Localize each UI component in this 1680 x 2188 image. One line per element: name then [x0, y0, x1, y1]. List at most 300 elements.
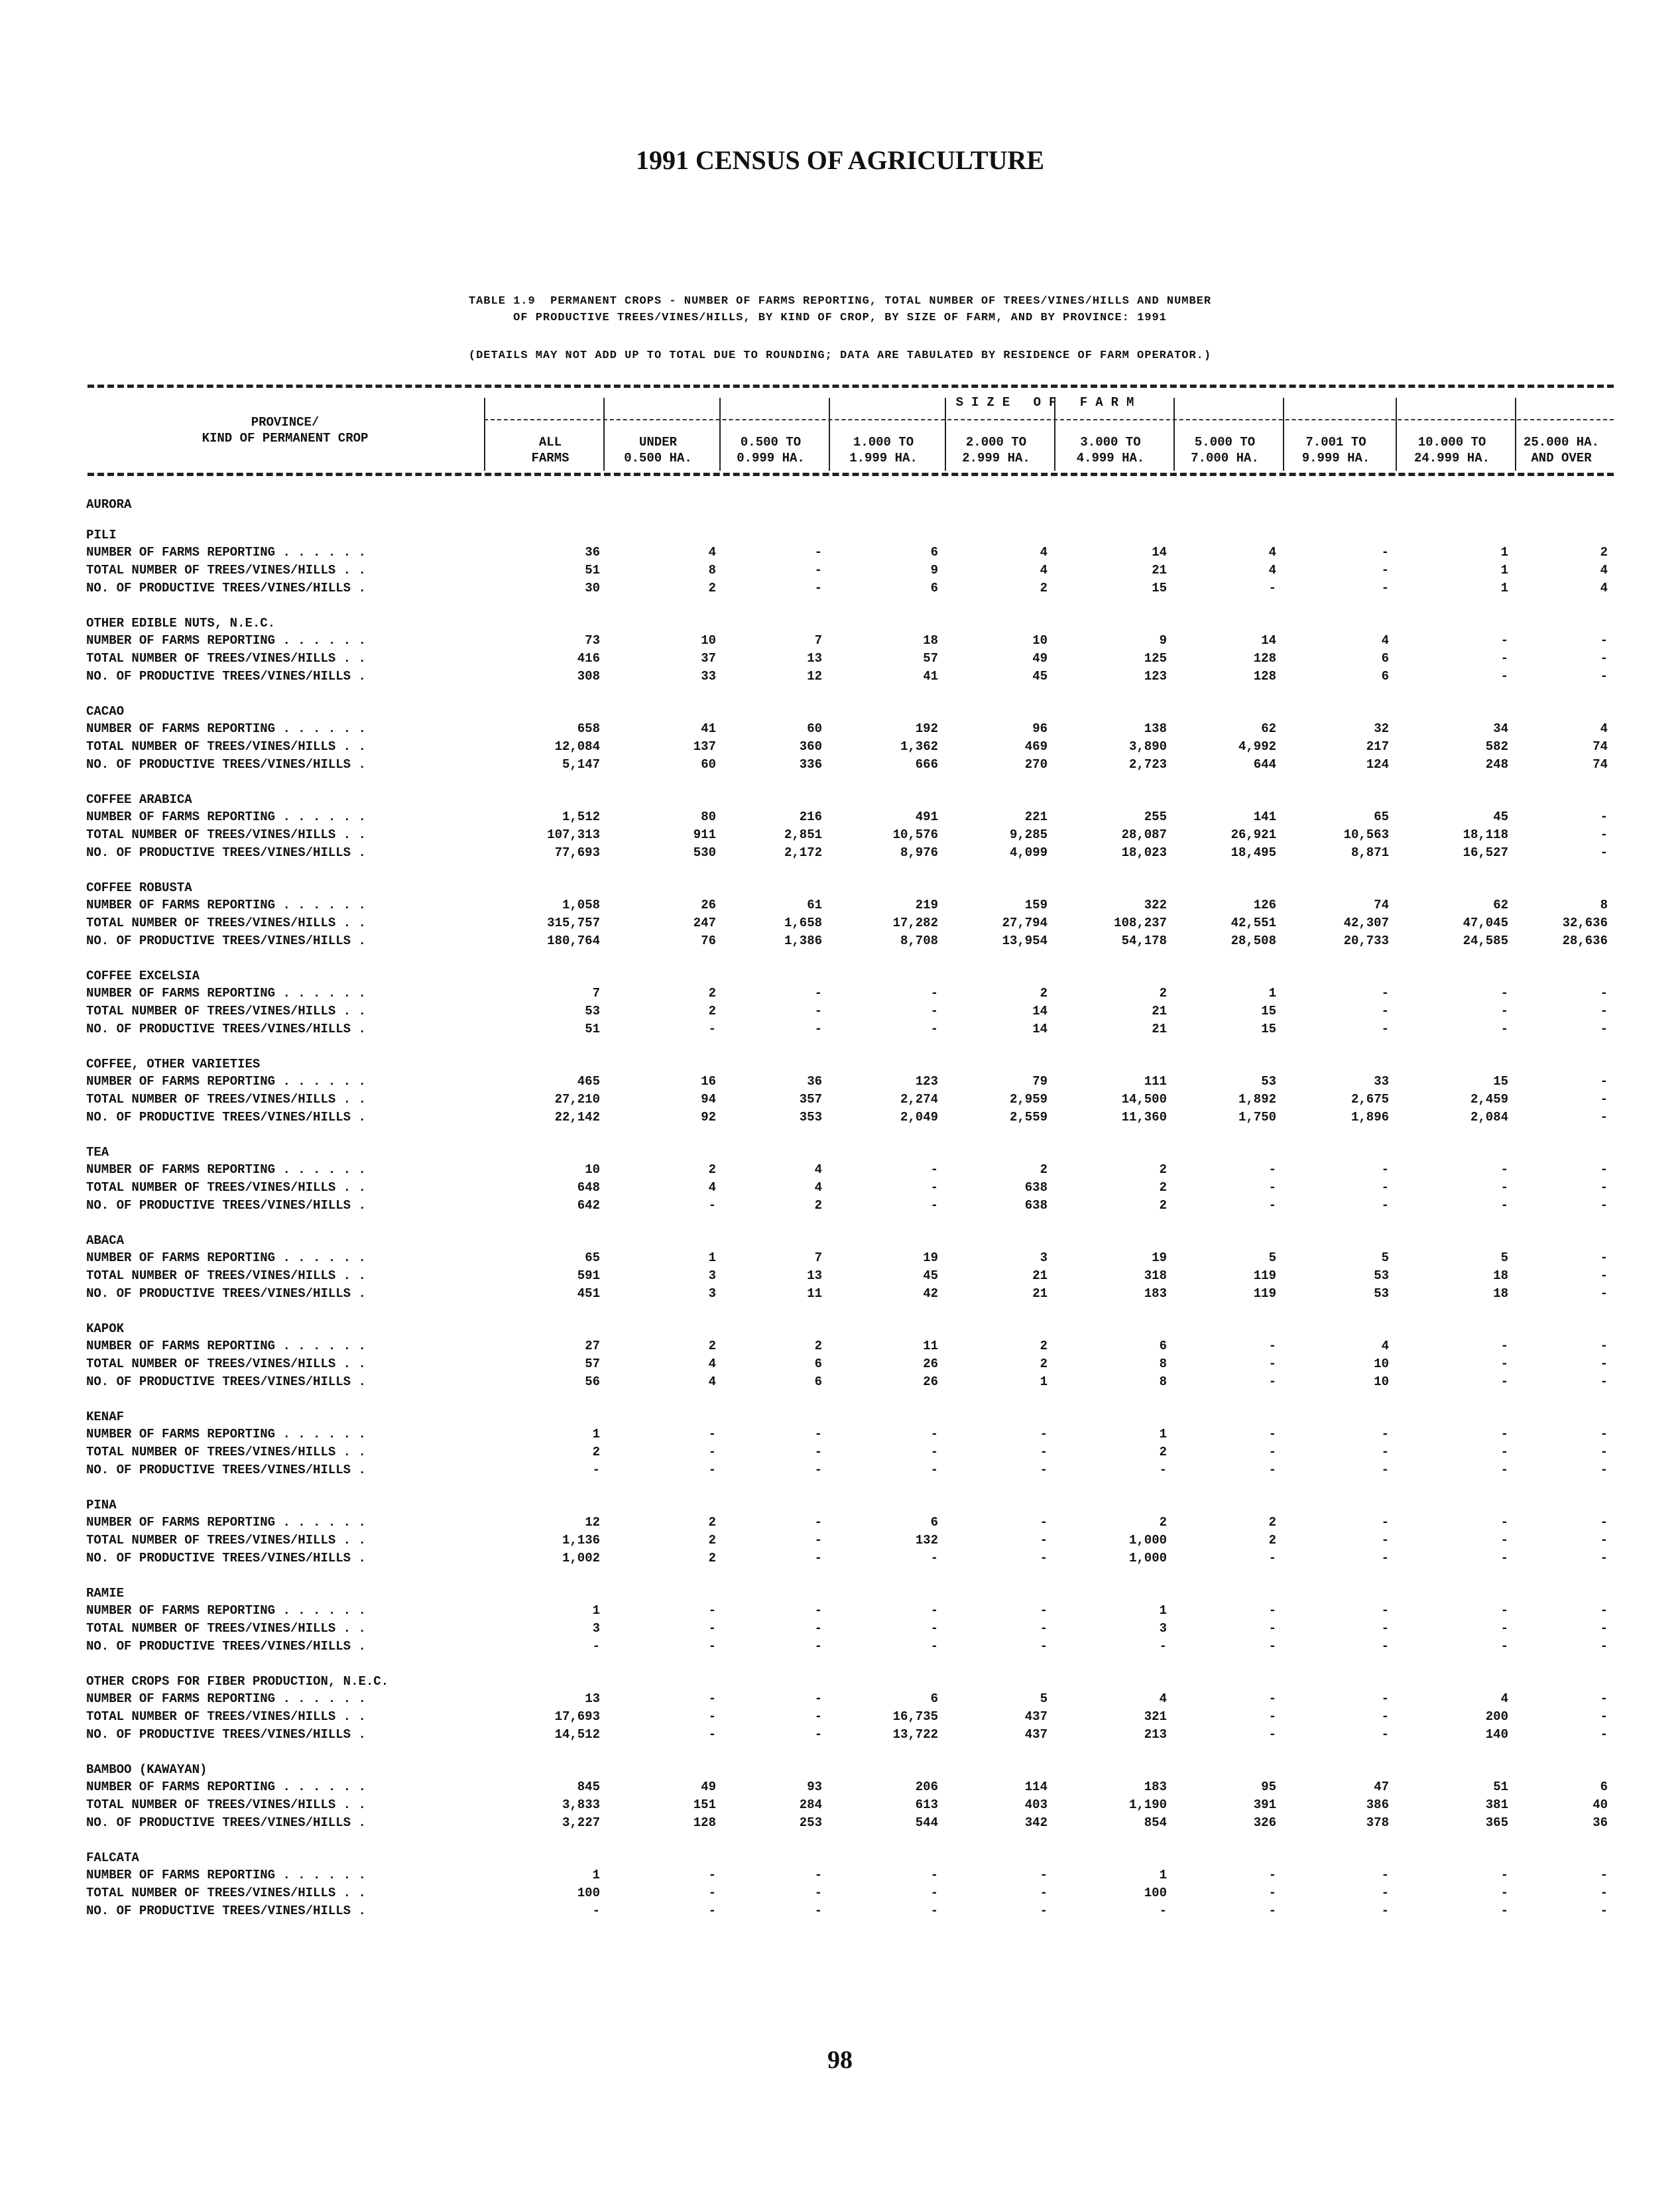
table-cell: 95	[1261, 1780, 1276, 1794]
table-cell: 5	[1500, 1250, 1508, 1265]
table-cell: 5	[1268, 1250, 1276, 1265]
table-cell: 217	[1366, 739, 1389, 754]
table-cell: -	[814, 1551, 822, 1565]
table-cell: -	[1600, 1162, 1608, 1177]
table-cell: 151	[693, 1797, 716, 1812]
row-label: TOTAL NUMBER OF TREES/VINES/HILLS . .	[86, 1180, 366, 1195]
row-label: NO. OF PRODUCTIVE TREES/VINES/HILLS .	[86, 1022, 366, 1036]
table-cell: -	[1600, 633, 1608, 648]
row-label: NO. OF PRODUCTIVE TREES/VINES/HILLS .	[86, 1815, 366, 1830]
table-cell: -	[1600, 1374, 1608, 1389]
row-label: TOTAL NUMBER OF TREES/VINES/HILLS . .	[86, 1004, 366, 1018]
table-cell: 21	[1152, 1004, 1167, 1018]
table-cell: 6	[1381, 651, 1389, 666]
table-cell: 5	[1040, 1691, 1048, 1706]
table-cell: 100	[1144, 1886, 1167, 1900]
column-divider	[945, 398, 946, 471]
table-cell: 326	[1253, 1815, 1276, 1830]
column-header-line-2: FARMS	[531, 451, 570, 465]
table-row	[86, 1814, 1618, 1832]
table-cell: -	[1040, 1533, 1048, 1548]
table-cell: 1,896	[1350, 1110, 1389, 1124]
column-header	[1283, 434, 1389, 466]
table-cell: -	[930, 1022, 938, 1036]
table-cell: 12	[807, 669, 822, 684]
table-cell: -	[1381, 1551, 1389, 1565]
column-divider	[1515, 398, 1516, 471]
row-label: NUMBER OF FARMS REPORTING . . . . . .	[86, 1691, 366, 1706]
table-cell: 14	[1261, 633, 1276, 648]
column-header-line-1: 10.000 TO	[1417, 435, 1486, 450]
table-cell: -	[1600, 651, 1608, 666]
stub-header-line-2: KIND OF PERMANENT CROP	[202, 431, 369, 446]
table-row	[86, 1778, 1618, 1796]
table-cell: 216	[799, 810, 822, 824]
table-cell: 3,227	[562, 1815, 600, 1830]
table-cell: -	[1268, 1463, 1276, 1477]
table-cell: 100	[577, 1886, 600, 1900]
row-label: NO. OF PRODUCTIVE TREES/VINES/HILLS .	[86, 581, 366, 595]
crop-block	[86, 1144, 1618, 1215]
table-cell: 3	[1040, 1250, 1048, 1265]
table-cell: -	[930, 1004, 938, 1018]
table-cell: 911	[693, 827, 716, 842]
table-cell: -	[708, 1463, 716, 1477]
table-cell: -	[1600, 1286, 1608, 1301]
table-row	[86, 1426, 1618, 1443]
table-cell: 54,178	[1121, 934, 1167, 948]
table-cell: -	[1600, 1268, 1608, 1283]
table-cell: 22,142	[554, 1110, 600, 1124]
table-cell: -	[1268, 1886, 1276, 1900]
row-label: TOTAL NUMBER OF TREES/VINES/HILLS . .	[86, 1886, 366, 1900]
table-cell: 26	[923, 1357, 938, 1371]
table-cell: 270	[1024, 757, 1048, 772]
table-cell: -	[1600, 1110, 1608, 1124]
table-cell: -	[1500, 1621, 1508, 1636]
table-cell: 11,360	[1121, 1110, 1167, 1124]
table-cell: 2	[708, 986, 716, 1001]
table-cell: 119	[1253, 1286, 1276, 1301]
table-cell: -	[1500, 1162, 1508, 1177]
table-cell: -	[1268, 1709, 1276, 1724]
table-cell: 9,285	[1009, 827, 1048, 842]
table-cell: 1	[1159, 1868, 1167, 1882]
crop-name: CACAO	[86, 704, 125, 719]
table-cell: -	[592, 1904, 600, 1918]
table-cell: 2,559	[1009, 1110, 1048, 1124]
table-cell: 10	[701, 633, 716, 648]
table-row	[86, 826, 1618, 844]
table-cell: -	[814, 1886, 822, 1900]
table-cell: -	[1600, 1092, 1608, 1107]
table-cell: 4	[708, 1357, 716, 1371]
table-cell: 21	[1152, 563, 1167, 577]
table-cell: 591	[577, 1268, 600, 1283]
table-cell: 465	[577, 1074, 600, 1089]
table-cell: 45	[923, 1268, 938, 1283]
table-cell: 14,500	[1121, 1092, 1167, 1107]
table-cell: 19	[923, 1250, 938, 1265]
table-cell: 1	[1159, 1427, 1167, 1441]
table-cell: -	[814, 1727, 822, 1742]
table-cell: -	[1600, 1886, 1608, 1900]
table-row	[86, 1109, 1618, 1126]
crop-block	[86, 791, 1618, 862]
table-cell: 49	[1032, 651, 1048, 666]
table-cell: 2	[814, 1339, 822, 1353]
table-cell: 138	[1144, 721, 1167, 736]
table-row	[86, 1285, 1618, 1303]
table-cell: 15	[1261, 1022, 1276, 1036]
table-row	[86, 1708, 1618, 1726]
table-caption-line-1: TABLE 1.9 PERMANENT CROPS - NUMBER OF FARMS REPORTING, TOTAL NUMBER OF TREES/VINES/HILLS AND NUMBER	[468, 295, 1212, 308]
column-header-line-1: 1.000 TO	[853, 435, 914, 450]
table-cell: 5	[1381, 1250, 1389, 1265]
table-row	[86, 1726, 1618, 1744]
row-label: NUMBER OF FARMS REPORTING . . . . . .	[86, 1339, 366, 1353]
row-label: NUMBER OF FARMS REPORTING . . . . . .	[86, 1603, 366, 1618]
table-cell: 74	[1592, 757, 1608, 772]
row-label: TOTAL NUMBER OF TREES/VINES/HILLS . .	[86, 739, 366, 754]
table-cell: 2,675	[1350, 1092, 1389, 1107]
table-cell: 47,045	[1463, 916, 1508, 930]
table-cell: 34	[1493, 721, 1508, 736]
crop-name: OTHER EDIBLE NUTS, N.E.C.	[86, 616, 276, 631]
table-cell: 6	[1381, 669, 1389, 684]
table-caption-line-2: OF PRODUCTIVE TREES/VINES/HILLS, BY KIND OF CROP, BY SIZE OF FARM, AND BY PROVINCE: 1991	[513, 312, 1167, 324]
table-cell: -	[1040, 1639, 1048, 1654]
row-label: NO. OF PRODUCTIVE TREES/VINES/HILLS .	[86, 1551, 366, 1565]
table-cell: 19	[1152, 1250, 1167, 1265]
row-label: NO. OF PRODUCTIVE TREES/VINES/HILLS .	[86, 845, 366, 860]
row-label: NO. OF PRODUCTIVE TREES/VINES/HILLS .	[86, 1374, 366, 1389]
row-label: NO. OF PRODUCTIVE TREES/VINES/HILLS .	[86, 934, 366, 948]
table-cell: 3	[708, 1268, 716, 1283]
table-cell: 49	[701, 1780, 716, 1794]
table-cell: 322	[1144, 898, 1167, 912]
table-cell: -	[1500, 1004, 1508, 1018]
table-cell: 18	[1493, 1286, 1508, 1301]
table-cell: -	[814, 1445, 822, 1459]
table-cell: 2	[708, 1515, 716, 1530]
table-cell: 3	[592, 1621, 600, 1636]
table-cell: -	[1381, 1727, 1389, 1742]
table-cell: 1	[1040, 1374, 1048, 1389]
table-cell: 60	[807, 721, 822, 736]
row-label: TOTAL NUMBER OF TREES/VINES/HILLS . .	[86, 651, 366, 666]
table-cell: 2	[1159, 986, 1167, 1001]
table-cell: -	[1381, 1639, 1389, 1654]
column-header	[719, 434, 822, 466]
table-cell: 4	[1040, 545, 1048, 560]
table-cell: -	[930, 1868, 938, 1882]
table-cell: 183	[1144, 1286, 1167, 1301]
row-label: NUMBER OF FARMS REPORTING . . . . . .	[86, 898, 366, 912]
table-cell: 255	[1144, 810, 1167, 824]
table-cell: -	[814, 1709, 822, 1724]
table-cell: 4,099	[1009, 845, 1048, 860]
table-row	[86, 1249, 1618, 1267]
table-cell: -	[1500, 1445, 1508, 1459]
row-label: TOTAL NUMBER OF TREES/VINES/HILLS . .	[86, 1092, 366, 1107]
table-cell: 74	[1592, 739, 1608, 754]
table-cell: 2	[1040, 1162, 1048, 1177]
table-cell: -	[814, 1621, 822, 1636]
column-header-line-1: UNDER	[638, 435, 677, 450]
table-cell: 1	[1500, 563, 1508, 577]
table-cell: 1,386	[784, 934, 822, 948]
table-cell: 1	[592, 1868, 600, 1882]
table-cell: -	[1381, 581, 1389, 595]
table-cell: -	[1268, 1691, 1276, 1706]
table-cell: 4	[1600, 563, 1608, 577]
table-row	[86, 1902, 1618, 1920]
table-cell: 60	[701, 757, 716, 772]
table-cell: 119	[1253, 1268, 1276, 1283]
table-cell: 45	[1493, 810, 1508, 824]
table-cell: 2	[708, 581, 716, 595]
table-cell: -	[930, 1445, 938, 1459]
table-cell: 51	[1493, 1780, 1508, 1794]
table-cell: 642	[577, 1198, 600, 1213]
table-cell: -	[1040, 1551, 1048, 1565]
table-cell: -	[1500, 1198, 1508, 1213]
table-cell: 6	[930, 1691, 938, 1706]
table-cell: 32,636	[1562, 916, 1608, 930]
table-cell: -	[1600, 1533, 1608, 1548]
table-cell: 124	[1366, 757, 1389, 772]
crop-block	[86, 703, 1618, 774]
table-cell: 37	[701, 651, 716, 666]
table-cell: 4	[1381, 633, 1389, 648]
table-cell: 9	[930, 563, 938, 577]
table-cell: -	[1600, 1727, 1608, 1742]
header-top-rule	[88, 385, 1614, 388]
table-cell: -	[1040, 1868, 1048, 1882]
table-cell: 42,307	[1343, 916, 1389, 930]
row-label: NO. OF PRODUCTIVE TREES/VINES/HILLS .	[86, 1110, 366, 1124]
table-cell: -	[930, 1463, 938, 1477]
table-cell: 80	[701, 810, 716, 824]
table-cell: -	[1381, 1886, 1389, 1900]
column-divider	[603, 398, 605, 471]
table-cell: 61	[807, 898, 822, 912]
table-cell: -	[1600, 810, 1608, 824]
table-cell: -	[1600, 1074, 1608, 1089]
table-row	[86, 1884, 1618, 1902]
table-cell: -	[1268, 1427, 1276, 1441]
table-cell: 1,002	[562, 1551, 600, 1565]
table-body	[86, 497, 1618, 1937]
table-cell: 42,551	[1230, 916, 1276, 930]
table-cell: 437	[1024, 1709, 1048, 1724]
table-cell: 21	[1152, 1022, 1167, 1036]
table-cell: 666	[915, 757, 938, 772]
table-cell: 403	[1024, 1797, 1048, 1812]
table-cell: 40	[1592, 1797, 1608, 1812]
table-cell: 6	[930, 545, 938, 560]
table-cell: 41	[923, 669, 938, 684]
table-row	[86, 1091, 1618, 1109]
column-divider	[1054, 398, 1055, 471]
row-label: NO. OF PRODUCTIVE TREES/VINES/HILLS .	[86, 669, 366, 684]
table-cell: 77,693	[554, 845, 600, 860]
table-cell: 18,118	[1463, 827, 1508, 842]
table-cell: 4	[1268, 545, 1276, 560]
table-cell: -	[1600, 1868, 1608, 1882]
table-row	[86, 544, 1618, 562]
table-cell: 200	[1485, 1709, 1508, 1724]
table-cell: 1	[1500, 545, 1508, 560]
table-cell: -	[1040, 1904, 1048, 1918]
table-cell: 30	[585, 581, 600, 595]
table-cell: 128	[693, 1815, 716, 1830]
crop-block	[86, 1849, 1618, 1920]
column-divider	[1173, 398, 1175, 471]
table-cell: 2	[592, 1445, 600, 1459]
table-row	[86, 579, 1618, 597]
table-cell: -	[814, 545, 822, 560]
table-cell: 248	[1485, 757, 1508, 772]
table-cell: 12	[585, 1515, 600, 1530]
table-cell: -	[814, 986, 822, 1001]
table-cell: -	[1268, 1374, 1276, 1389]
table-cell: -	[1500, 1427, 1508, 1441]
table-cell: 3	[1159, 1621, 1167, 1636]
table-cell: 51	[585, 563, 600, 577]
table-cell: -	[1268, 1621, 1276, 1636]
table-cell: -	[1600, 1357, 1608, 1371]
table-cell: -	[1159, 1904, 1167, 1918]
table-cell: 253	[799, 1815, 822, 1830]
table-cell: -	[1600, 1180, 1608, 1195]
table-cell: 6	[930, 581, 938, 595]
table-cell: 79	[1032, 1074, 1048, 1089]
table-cell: 18,023	[1121, 845, 1167, 860]
table-cell: 28,508	[1230, 934, 1276, 948]
table-cell: -	[1600, 1463, 1608, 1477]
table-cell: -	[1381, 986, 1389, 1001]
table-cell: -	[1268, 1162, 1276, 1177]
table-cell: -	[930, 1621, 938, 1636]
row-label: NO. OF PRODUCTIVE TREES/VINES/HILLS .	[86, 757, 366, 772]
crop-name: FALCATA	[86, 1851, 139, 1865]
crop-block	[86, 879, 1618, 950]
table-cell: -	[1040, 1621, 1048, 1636]
table-cell: 582	[1485, 739, 1508, 754]
table-cell: 854	[1144, 1815, 1167, 1830]
column-header-line-2: 1.999 HA.	[849, 451, 918, 465]
table-cell: -	[1500, 1357, 1508, 1371]
table-cell: 845	[577, 1780, 600, 1794]
table-cell: 315,757	[547, 916, 600, 930]
column-header	[1515, 434, 1608, 466]
row-label: NUMBER OF FARMS REPORTING . . . . . .	[86, 1515, 366, 1530]
table-cell: 15	[1152, 581, 1167, 595]
table-cell: 73	[585, 633, 600, 648]
table-cell: 17,282	[892, 916, 938, 930]
table-row	[86, 632, 1618, 650]
column-header	[1054, 434, 1167, 466]
table-cell: -	[1381, 1621, 1389, 1636]
table-cell: -	[1600, 1339, 1608, 1353]
table-cell: 2	[1268, 1515, 1276, 1530]
table-cell: 65	[1374, 810, 1389, 824]
table-cell: 6	[814, 1374, 822, 1389]
table-cell: -	[1381, 545, 1389, 560]
table-cell: -	[1381, 563, 1389, 577]
table-cell: -	[1600, 1639, 1608, 1654]
column-header-line-1: 5.000 TO	[1194, 435, 1256, 450]
table-cell: -	[1600, 845, 1608, 860]
table-cell: 1,000	[1128, 1533, 1167, 1548]
table-cell: -	[1500, 1463, 1508, 1477]
table-cell: -	[592, 1463, 600, 1477]
table-row	[86, 562, 1618, 579]
table-row	[86, 1443, 1618, 1461]
table-cell: -	[814, 563, 822, 577]
crop-block	[86, 526, 1618, 597]
table-cell: 12,084	[554, 739, 600, 754]
table-cell: 21	[1032, 1268, 1048, 1283]
table-cell: 365	[1485, 1815, 1508, 1830]
table-cell: -	[1268, 1198, 1276, 1213]
table-cell: -	[1500, 1180, 1508, 1195]
table-cell: -	[1381, 1904, 1389, 1918]
table-cell: 132	[915, 1533, 938, 1548]
table-cell: -	[1381, 1533, 1389, 1548]
table-cell: -	[1268, 1445, 1276, 1459]
table-cell: 4	[814, 1180, 822, 1195]
table-cell: -	[708, 1709, 716, 1724]
table-cell: 2	[1600, 545, 1608, 560]
column-header-line-1: 0.500 TO	[740, 435, 802, 450]
crop-block	[86, 1408, 1618, 1479]
table-cell: 544	[915, 1815, 938, 1830]
table-cell: -	[708, 1727, 716, 1742]
crop-name: OTHER CROPS FOR FIBER PRODUCTION, N.E.C.	[86, 1674, 389, 1689]
table-cell: 125	[1144, 651, 1167, 666]
table-cell: 123	[915, 1074, 938, 1089]
table-cell: -	[1500, 1533, 1508, 1548]
row-label: NO. OF PRODUCTIVE TREES/VINES/HILLS .	[86, 1639, 366, 1654]
table-cell: 4,992	[1238, 739, 1276, 754]
table-cell: 76	[701, 934, 716, 948]
table-cell: 213	[1144, 1727, 1167, 1742]
table-cell: 1	[1268, 986, 1276, 1001]
table-cell: -	[1600, 1004, 1608, 1018]
table-row	[86, 808, 1618, 826]
table-cell: 2	[708, 1533, 716, 1548]
table-cell: 2	[1268, 1533, 1276, 1548]
table-row	[86, 985, 1618, 1003]
table-cell: 36	[1592, 1815, 1608, 1830]
table-cell: 8	[1159, 1357, 1167, 1371]
table-cell: 111	[1144, 1074, 1167, 1089]
table-cell: 2	[1159, 1445, 1167, 1459]
table-cell: 638	[1024, 1180, 1048, 1195]
table-cell: 94	[701, 1092, 716, 1107]
crop-name: KENAF	[86, 1410, 125, 1424]
table-cell: 159	[1024, 898, 1048, 912]
table-cell: 219	[915, 898, 938, 912]
table-cell: -	[1600, 1621, 1608, 1636]
row-label: NUMBER OF FARMS REPORTING . . . . . .	[86, 1250, 366, 1265]
table-cell: 8,976	[900, 845, 938, 860]
table-cell: 491	[915, 810, 938, 824]
table-cell: 4	[708, 1374, 716, 1389]
